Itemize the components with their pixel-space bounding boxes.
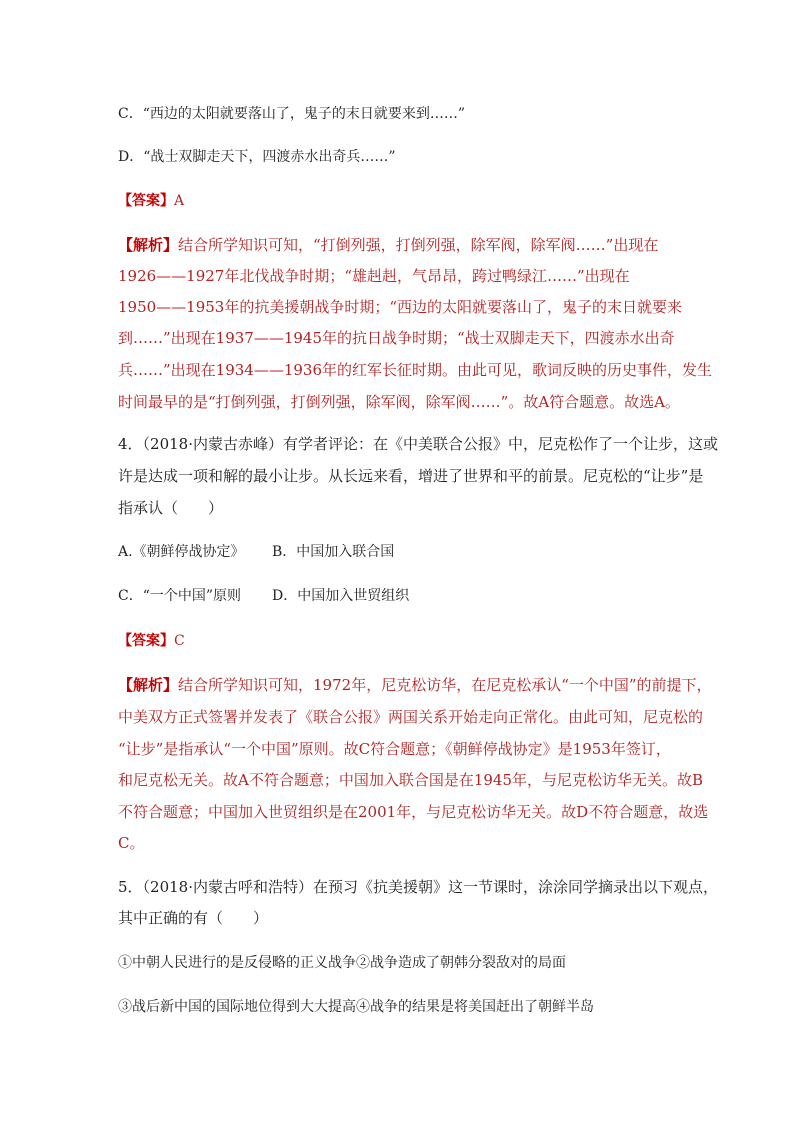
q3-analysis-line-5: 兵……”出现在1934——1936年的红军长征时期。由此可见，歌词反映的历史事件，发生 [118, 361, 713, 379]
q4-option-b: B．中国加入联合国 [272, 544, 395, 560]
q3-answer [118, 191, 184, 211]
q3-option-c: C．“西边的太阳就要落山了，鬼子的末日就要来到……” [118, 106, 466, 122]
q4-analysis-line-1 [118, 675, 712, 695]
q3-analysis-line-3: 1950——1953年的抗美援朝战争时期；“西边的太阳就要落山了，鬼子的末日就要来 [118, 298, 683, 316]
analysis-text: 结合所学知识可知，1972年，尼克松访华，在尼克松承认“一个中国”的前提下， [178, 676, 712, 694]
analysis-tag: 【解析】 [118, 676, 179, 694]
q4-answer [118, 631, 185, 651]
q3-analysis-line-1 [118, 235, 658, 255]
q4-option-d: D．中国加入世贸组织 [272, 588, 410, 604]
q4-analysis-line-2: 中美双方正式签署并发表了《联合公报》两国关系开始走向正常化。由此可知，尼克松的 [118, 708, 704, 726]
q3-analysis-line-6: 时间最早的是“打倒列强，打倒列强，除军阀，除军阀……”。故A符合题意。故选A。 [118, 393, 681, 411]
q4-stem-line-2: 许是达成一项和解的最小让步。从长远来看，增进了世界和平的前景。尼克松的“让步”是 [118, 467, 704, 485]
q4-option-a: A.《朝鲜停战协定》 [118, 544, 245, 560]
answer-value: C [174, 633, 185, 649]
answer-value: A [174, 193, 185, 209]
q5-stem-line-1: 5．（2018·内蒙古呼和浩特）在预习《抗美援朝》这一节课时，涂涂同学摘录出以下观点， [118, 878, 718, 896]
q3-analysis-line-4: 到……”出现在1937——1945年的抗日战争时期；“战士双脚走天下，四渡赤水出奇 [118, 329, 675, 347]
q4-stem-line-3: 指承认（ ） [118, 499, 224, 517]
q4-analysis-line-6: C。 [118, 834, 145, 852]
analysis-tag: 【解析】 [118, 236, 179, 254]
q4-stem-line-1: 4．（2018·内蒙古赤峰）有学者评论：在《中美联合公报》中，尼克松作了一个让步，这或 [118, 435, 718, 453]
answer-tag: 【答案】 [118, 193, 174, 209]
q5-statement-2: ③战后新中国的国际地位得到大大提高④战争的结果是将美国赶出了朝鲜半岛 [118, 999, 594, 1015]
q4-analysis-line-4: 和尼克松无关。故A不符合题意；中国加入联合国是在1945年，与尼克松访华无关。故B [118, 771, 704, 789]
answer-tag: 【答案】 [118, 633, 174, 649]
q4-option-c: C．“一个中国”原则 [118, 588, 242, 604]
q5-statement-1: ①中朝人民进行的是反侵略的正义战争②战争造成了朝韩分裂敌对的局面 [118, 955, 566, 971]
q3-analysis-line-2: 1926——1927年北伐战争时期；“雄赳赳，气昂昂，跨过鸭绿江……”出现在 [118, 267, 630, 285]
q4-analysis-line-5: 不符合题意；中国加入世贸组织是在2001年，与尼克松访华无关。故D不符合题意，故选 [118, 803, 709, 821]
q5-stem-line-2: 其中正确的有（ ） [118, 909, 269, 927]
q4-analysis-line-3: “让步”是指承认“一个中国”原则。故C符合题意；《朝鲜停战协定》是1953年签订， [118, 740, 671, 758]
q3-option-d: D．“战士双脚走天下，四渡赤水出奇兵……” [118, 149, 396, 165]
analysis-text: 结合所学知识可知，“打倒列强，打倒列强，除军阀，除军阀……”出现在 [178, 236, 659, 254]
